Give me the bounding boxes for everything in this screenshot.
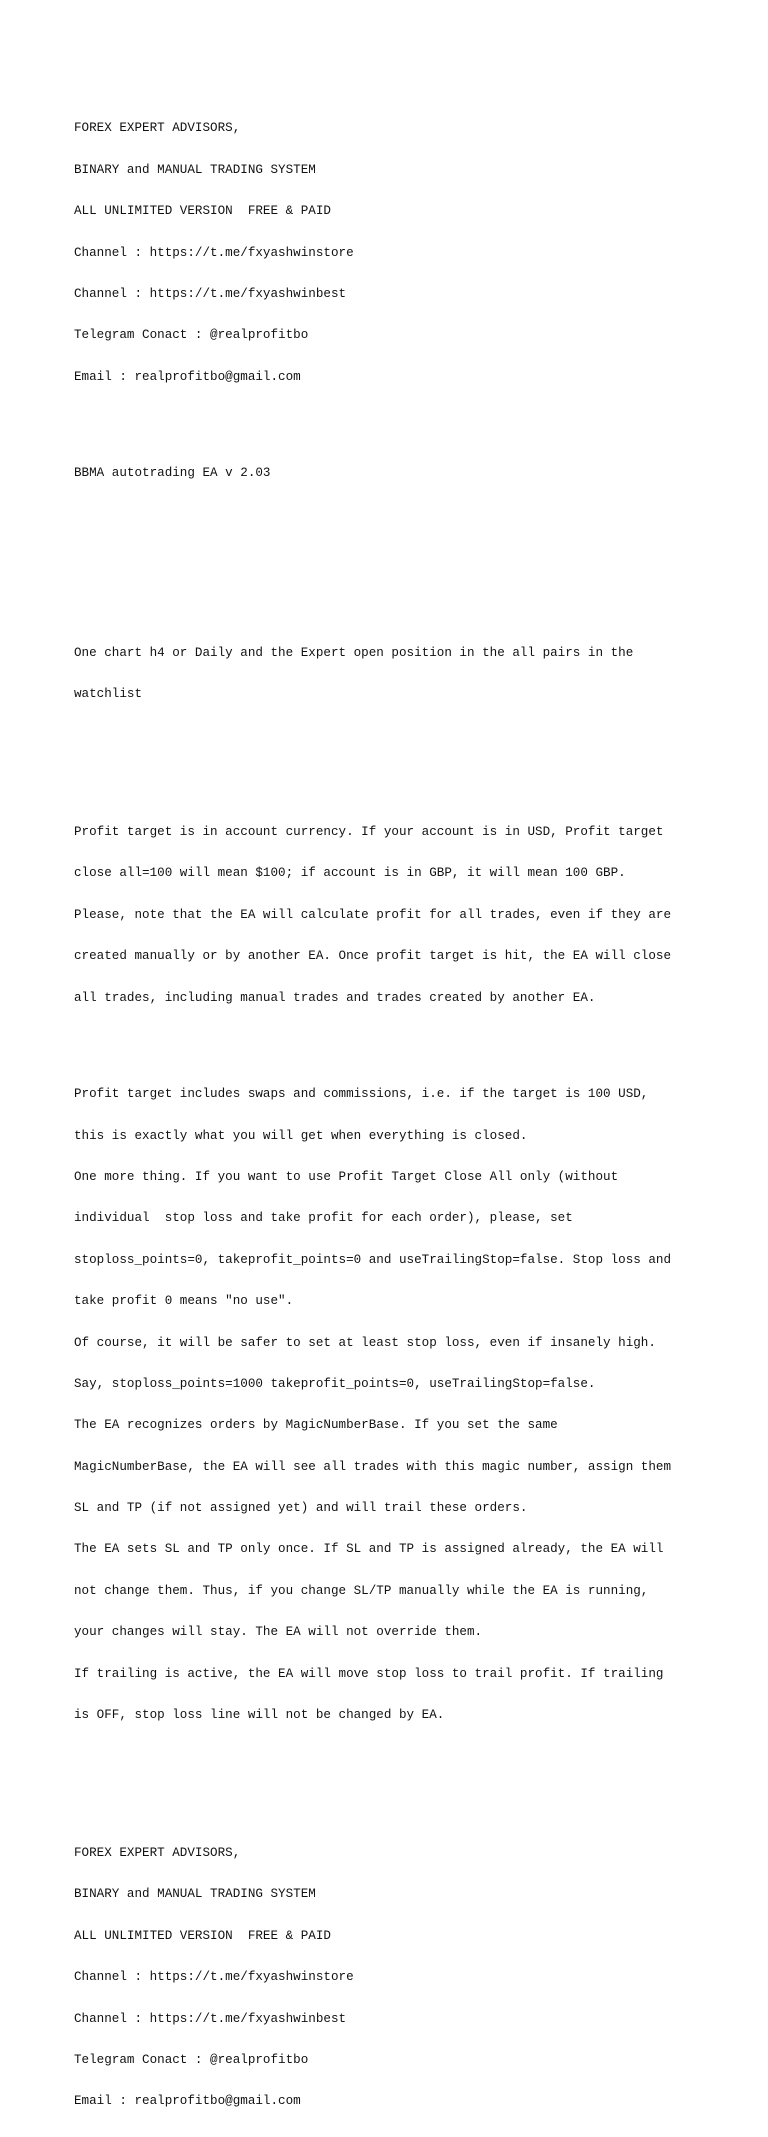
paragraph-line: Of course, it will be safer to set at least stop loss, even if insanely high.	[74, 1335, 656, 1350]
paragraph-line: take profit 0 means "no use".	[74, 1294, 294, 1309]
paragraph-line: close all=100 will mean $100; if account is in GBP, it will mean 100 GBP.	[74, 866, 626, 881]
footer-line: FOREX EXPERT ADVISORS,	[74, 1846, 241, 1860]
blank-line	[74, 1792, 694, 1806]
footer-line: BINARY and MANUAL TRADING SYSTEM	[74, 1887, 316, 1902]
blank-line	[74, 509, 694, 523]
intro-line: watchlist	[74, 687, 143, 702]
paragraph-line: not change them. Thus, if you change SL/TP manually while the EA is running,	[74, 1583, 649, 1598]
blank-line	[74, 550, 694, 564]
paragraph-line: all trades, including manual trades and trades created by another EA.	[74, 990, 596, 1005]
blank-line	[74, 412, 694, 426]
footer-line: Channel : https://t.me/fxyashwinstore	[74, 1970, 354, 1985]
paragraph-line: The EA sets SL and TP only once. If SL and TP is assigned already, the EA will	[74, 1542, 664, 1557]
header-line: Telegram Conact : @realprofitbo	[74, 328, 309, 343]
paragraph-line: is OFF, stop loss line will not be changed by EA.	[74, 1708, 445, 1723]
paragraph-line: Say, stoploss_points=1000 takeprofit_points=0, useTrailingStop=false.	[74, 1376, 596, 1391]
blank-line	[74, 591, 694, 605]
paragraph-line: stoploss_points=0, takeprofit_points=0 and useTrailingStop=false. Stop loss and	[74, 1252, 672, 1267]
intro-line: One chart h4 or Daily and the Expert open position in the all pairs in the	[74, 645, 634, 660]
blank-line	[74, 771, 694, 785]
paragraph-line: this is exactly what you will get when everything is closed.	[74, 1128, 528, 1143]
paragraph-line: MagicNumberBase, the EA will see all trades with this magic number, assign them	[74, 1459, 672, 1474]
header-line: BINARY and MANUAL TRADING SYSTEM	[74, 162, 316, 177]
paragraph-line: One more thing. If you want to use Profit Target Close All only (without	[74, 1169, 619, 1184]
paragraph-line: If trailing is active, the EA will move stop loss to trail profit. If trailing	[74, 1666, 664, 1681]
header-line: FOREX EXPERT ADVISORS,	[74, 121, 241, 136]
footer-line: Email : realprofitbo@gmail.com	[74, 2094, 301, 2109]
paragraph-line: The EA recognizes orders by MagicNumberBase. If you set the same	[74, 1418, 558, 1433]
header-line: Channel : https://t.me/fxyashwinbest	[74, 286, 347, 301]
paragraph-line: individual stop loss and take profit for each order), please, set	[74, 1211, 573, 1226]
footer-line: ALL UNLIMITED VERSION FREE & PAID	[74, 1928, 331, 1943]
paragraph-line: SL and TP (if not assigned yet) and will trail these orders.	[74, 1501, 528, 1516]
blank-line	[74, 1033, 694, 1047]
paragraph-line: Profit target includes swaps and commissions, i.e. if the target is 100 USD,	[74, 1087, 649, 1102]
header-line: Email : realprofitbo@gmail.com	[74, 369, 301, 384]
paragraph-line: Please, note that the EA will calculate profit for all trades, even if they are	[74, 907, 672, 922]
paragraph-line: Profit target is in account currency. If your account is in USD, Profit target	[74, 825, 664, 840]
blank-line	[74, 1750, 694, 1764]
paragraph-line: created manually or by another EA. Once profit target is hit, the EA will close	[74, 949, 672, 964]
paragraph-line: your changes will stay. The EA will not override them.	[74, 1625, 483, 1640]
document-title: BBMA autotrading EA v 2.03	[74, 466, 271, 481]
document-body	[74, 81, 694, 2137]
footer-line: Telegram Conact : @realprofitbo	[74, 2052, 309, 2067]
footer-line: Channel : https://t.me/fxyashwinbest	[74, 2011, 347, 2026]
header-line: ALL UNLIMITED VERSION FREE & PAID	[74, 204, 331, 219]
header-line: Channel : https://t.me/fxyashwinstore	[74, 245, 354, 260]
blank-line	[74, 729, 694, 743]
